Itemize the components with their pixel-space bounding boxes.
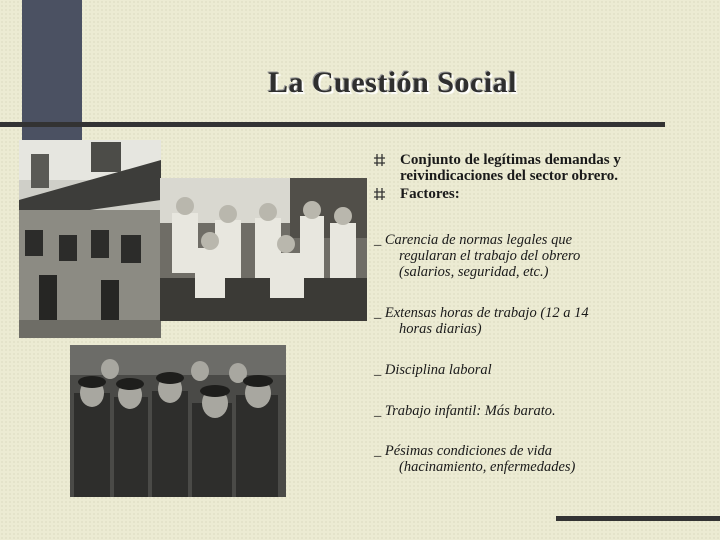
title-rule	[0, 122, 665, 127]
factor-item	[374, 443, 575, 475]
factor-line: _ Extensas horas de trabajo (12 a 14	[374, 305, 589, 321]
factor-line: (hacinamiento, enfermedades)	[399, 459, 576, 475]
bottom-rule	[556, 516, 720, 521]
slide-title: La Cuestión Social	[267, 66, 518, 99]
child-workers-photo	[70, 345, 286, 497]
factor-item	[374, 232, 580, 280]
factor-line: _ Disciplina laboral	[374, 362, 492, 378]
factor-line: _ Trabajo infantil: Más barato.	[374, 403, 556, 419]
hash-bullet-icon	[374, 187, 386, 201]
factor-line: _ Carencia de normas legales que	[374, 232, 573, 248]
bullet-text: Conjunto de legítimas demandas y reivindicaciones del sector obrero.	[400, 152, 621, 184]
bullet-text: Factores:	[400, 186, 460, 202]
bullet-item	[374, 152, 674, 184]
factor-line: regularan el trabajo del obrero	[399, 248, 581, 264]
workers-photo	[160, 178, 367, 321]
bullet-item	[374, 186, 674, 202]
factor-line: horas diarias)	[399, 321, 482, 337]
factor-line: _ Pésimas condiciones de vida	[374, 443, 552, 459]
factor-item	[374, 362, 492, 378]
bullet-list	[374, 152, 674, 204]
factor-item	[374, 305, 589, 337]
hash-bullet-icon	[374, 153, 386, 167]
factor-line: (salarios, seguridad, etc.)	[399, 264, 549, 280]
factor-item	[374, 403, 556, 419]
houses-photo	[19, 140, 161, 338]
